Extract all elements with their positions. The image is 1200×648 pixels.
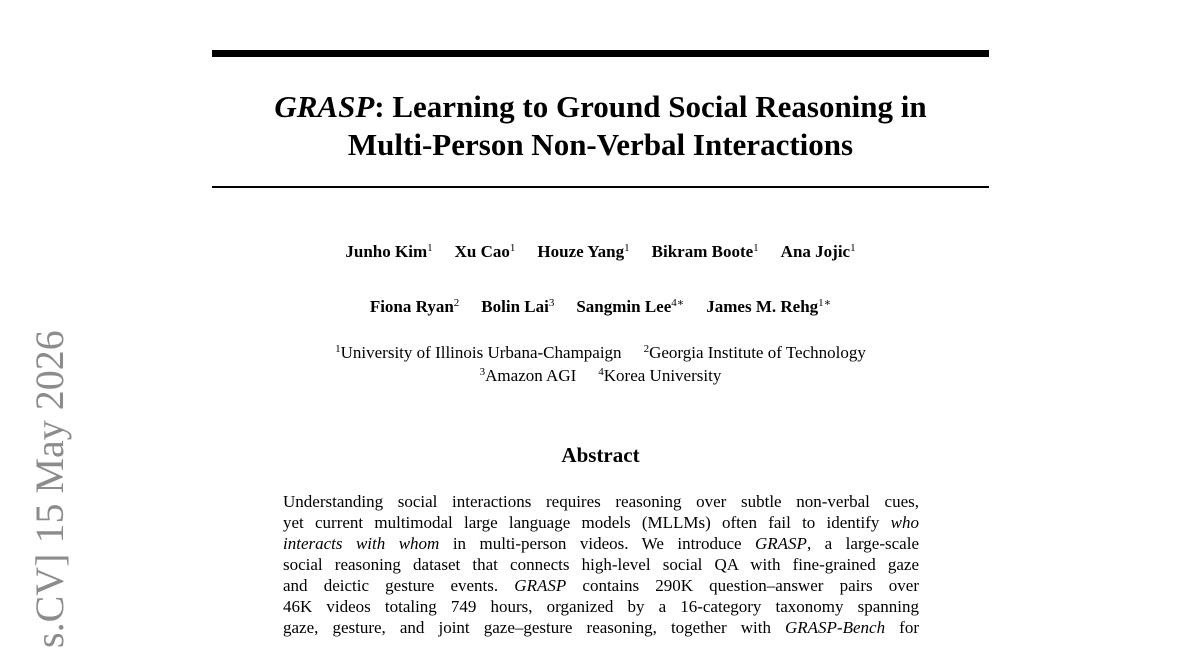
- title-top-rule: [212, 50, 989, 57]
- abstract-text: contains 290K question–answer pairs over: [566, 576, 920, 595]
- abstract-heading: Abstract: [561, 443, 640, 467]
- abstract-text: for: [885, 618, 919, 637]
- paper-title: [212, 88, 989, 164]
- author-name: Bikram Boote: [651, 242, 754, 261]
- affiliation: [644, 342, 866, 364]
- author-name: Sangmin Lee: [576, 297, 672, 316]
- author-affiliation-mark: 4∗: [671, 297, 685, 309]
- author-affiliation-mark: 1: [753, 242, 759, 254]
- abstract-body: [283, 491, 919, 638]
- author-affiliation-mark: 1∗: [818, 297, 832, 309]
- affiliation-mark: 3: [479, 366, 486, 378]
- abstract-line: [283, 533, 919, 554]
- affiliation-mark: 2: [643, 343, 650, 355]
- title-name: GRASP: [274, 89, 375, 124]
- author: [345, 241, 432, 263]
- title-line-1: [212, 88, 989, 126]
- affiliations-row-2: [212, 365, 989, 387]
- abstract-line: [283, 491, 919, 512]
- affiliation: [598, 365, 721, 387]
- title-rest: : Learning to Ground Social Reasoning in: [374, 89, 927, 124]
- author-affiliation-mark: 2: [453, 297, 460, 309]
- author: [781, 241, 856, 263]
- authors-row-2: [212, 296, 989, 318]
- author-name: James M. Rehg: [706, 297, 819, 316]
- author: [652, 241, 759, 263]
- title-line-2: Multi-Person Non-Verbal Interactions: [347, 127, 854, 162]
- arxiv-stamp: s.CV] 15 May 2026: [27, 330, 72, 648]
- abstract-italic-text: interacts with whom: [283, 534, 440, 553]
- author-name: Xu Cao: [454, 242, 510, 261]
- abstract-text: , a large-scale: [806, 534, 919, 553]
- abstract-text: social reasoning dataset that connects high-level social QA with fine-grained gaze: [283, 555, 919, 574]
- authors-row-1: [212, 241, 989, 263]
- abstract-line: [283, 554, 919, 575]
- author: [455, 241, 516, 263]
- affiliation-name: Georgia Institute of Technology: [649, 343, 866, 362]
- abstract-text: in multi-person videos. We introduce: [439, 534, 756, 553]
- affiliations-row-1: [212, 342, 989, 364]
- abstract-italic-text: who: [890, 513, 919, 532]
- title-bottom-rule: [212, 186, 989, 188]
- author: [706, 296, 831, 318]
- affiliation-mark: 1: [335, 343, 341, 355]
- author: [370, 296, 459, 318]
- affiliation-name: University of Illinois Urbana-Champaign: [340, 343, 622, 362]
- author: [576, 296, 684, 318]
- affiliation-name: Amazon AGI: [485, 366, 577, 385]
- abstract-text: 46K videos totaling 749 hours, organized by a 16-category taxonomy spanning: [283, 597, 919, 616]
- author-affiliation-mark: 1: [850, 242, 856, 254]
- abstract-italic-text: GRASP: [755, 534, 807, 553]
- abstract-line: [283, 596, 919, 617]
- author-name: Ana Jojic: [780, 242, 851, 261]
- abstract-line: [283, 617, 919, 638]
- author-name: Fiona Ryan: [369, 297, 454, 316]
- abstract-italic-text: GRASP: [514, 576, 567, 595]
- abstract-text: Understanding social interactions requires reasoning over subtle non-verbal cues,: [283, 492, 919, 511]
- abstract-italic-text: GRASP-Bench: [785, 618, 886, 637]
- author-affiliation-mark: 1: [427, 242, 433, 254]
- author-name: Junho Kim: [345, 242, 428, 261]
- abstract-text: gaze, gesture, and joint gaze–gesture reasoning, together with: [283, 618, 786, 637]
- abstract-line: [283, 575, 919, 596]
- affiliation-name: Korea University: [603, 366, 722, 385]
- affiliation: [335, 342, 621, 364]
- abstract-text: yet current multimodal large language models (MLLMs) often fail to identify: [283, 513, 891, 532]
- author: [537, 241, 629, 263]
- author-name: Bolin Lai: [481, 297, 549, 316]
- affiliation-mark: 4: [598, 366, 604, 378]
- author-affiliation-mark: 1: [509, 242, 516, 254]
- affiliation: [480, 365, 577, 387]
- author-affiliation-mark: 1: [624, 242, 630, 254]
- author: [481, 296, 554, 318]
- author-name: Houze Yang: [537, 242, 625, 261]
- abstract-text: and deictic gesture events.: [283, 576, 515, 595]
- abstract-line: [283, 512, 919, 533]
- author-affiliation-mark: 3: [548, 297, 555, 309]
